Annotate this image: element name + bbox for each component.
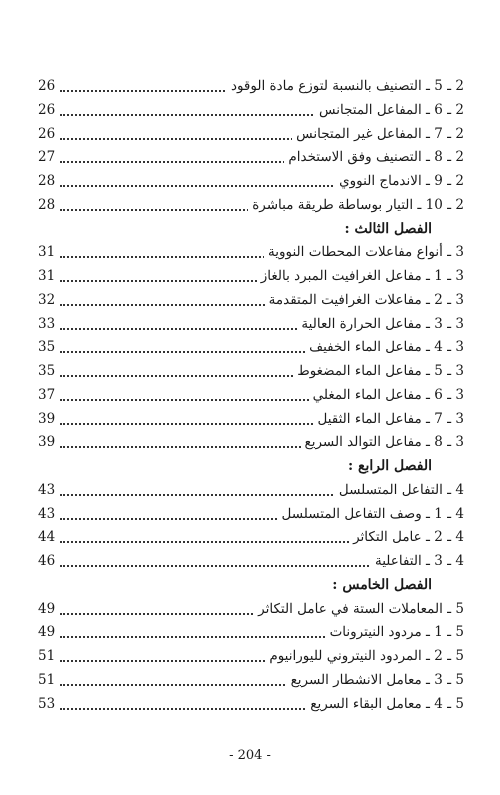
entry-page-number: 43 bbox=[38, 482, 58, 498]
toc-entry bbox=[38, 597, 464, 621]
entry-title: 3 ـ 5 ـ مفاعل الماء المضغوط bbox=[293, 363, 464, 379]
toc-entry bbox=[38, 430, 464, 454]
entry-page-number: 44 bbox=[38, 529, 58, 545]
toc-entry bbox=[38, 122, 464, 146]
toc-entry bbox=[38, 169, 464, 193]
entry-page-number: 26 bbox=[38, 102, 58, 118]
toc-entry bbox=[38, 549, 464, 573]
entry-title: 2 ـ 8 ـ التصنيف وفق الاستخدام bbox=[284, 149, 464, 165]
entry-page-number: 51 bbox=[38, 648, 58, 664]
toc-entry bbox=[38, 359, 464, 383]
toc-entry bbox=[38, 74, 464, 98]
toc-entry bbox=[38, 98, 464, 122]
entry-page-number: 49 bbox=[38, 624, 58, 640]
entry-page-number: 28 bbox=[38, 173, 58, 189]
entry-title: 4 ـ التفاعل المتسلسل bbox=[335, 482, 464, 498]
entry-page-number: 26 bbox=[38, 126, 58, 142]
chapter-title: الفصل الثالث : bbox=[340, 221, 432, 237]
entry-title: 2 ـ 7 ـ المفاعل غير المتجانس bbox=[292, 126, 464, 142]
page-number: - 204 - bbox=[229, 748, 271, 763]
entry-title: 3 ـ 7 ـ مفاعل الماء الثقيل bbox=[313, 411, 464, 427]
entry-page-number: 51 bbox=[38, 672, 58, 688]
entry-page-number: 35 bbox=[38, 363, 58, 379]
entry-page-number: 53 bbox=[38, 696, 58, 712]
chapter-heading bbox=[38, 454, 464, 478]
entry-title: 2 ـ 9 ـ الاندماج النووي bbox=[335, 173, 464, 189]
entry-page-number: 37 bbox=[38, 387, 58, 403]
toc-entry bbox=[38, 145, 464, 169]
entry-title: 5 ـ 1 ـ مردود النيترونات bbox=[326, 624, 464, 640]
entry-title: 4 ـ 2 ـ عامل التكاثر bbox=[349, 529, 464, 545]
entry-title: 5 ـ 2 ـ المردود النيتروني لليورانيوم bbox=[265, 648, 464, 664]
entry-page-number: 33 bbox=[38, 316, 58, 332]
entry-title: 2 ـ 10 ـ التيار بوساطة طريقة مباشرة bbox=[248, 197, 464, 213]
table-of-contents bbox=[38, 74, 464, 715]
entry-page-number: 28 bbox=[38, 197, 58, 213]
entry-title: 3 ـ 6 ـ مفاعل الماء المغلي bbox=[309, 387, 464, 403]
toc-entry bbox=[38, 407, 464, 431]
entry-title: 5 ـ المعاملات الستة في عامل التكاثر bbox=[254, 601, 464, 617]
toc-entry bbox=[38, 193, 464, 217]
entry-title: 3 ـ 1 ـ مفاعل الغرافيت المبرد بالغاز bbox=[257, 268, 464, 284]
toc-entry bbox=[38, 383, 464, 407]
toc-entry bbox=[38, 502, 464, 526]
entry-title: 4 ـ 3 ـ التفاعلية bbox=[371, 553, 464, 569]
toc-entry bbox=[38, 668, 464, 692]
toc-entry bbox=[38, 478, 464, 502]
entry-page-number: 31 bbox=[38, 268, 58, 284]
entry-page-number: 39 bbox=[38, 411, 58, 427]
entry-page-number: 39 bbox=[38, 434, 58, 450]
entry-title: 2 ـ 5 ـ التصنيف بالنسبة لتوزع مادة الوقود bbox=[227, 78, 464, 94]
entry-title: 4 ـ 1 ـ وصف التفاعل المتسلسل bbox=[278, 506, 465, 522]
toc-entry bbox=[38, 312, 464, 336]
entry-page-number: 46 bbox=[38, 553, 58, 569]
chapter-title: الفصل الرابع : bbox=[344, 458, 432, 474]
toc-entry bbox=[38, 288, 464, 312]
entry-title: 3 ـ 4 ـ مفاعل الماء الخفيف bbox=[305, 339, 464, 355]
chapter-title: الفصل الخامس : bbox=[328, 577, 432, 593]
entry-page-number: 32 bbox=[38, 292, 58, 308]
toc-entry bbox=[38, 692, 464, 716]
entry-page-number: 35 bbox=[38, 339, 58, 355]
toc-entry bbox=[38, 525, 464, 549]
chapter-heading bbox=[38, 573, 464, 597]
chapter-heading bbox=[38, 217, 464, 241]
entry-title: 3 ـ 8 ـ مفاعل التوالد السريع bbox=[301, 434, 464, 450]
toc-entry bbox=[38, 240, 464, 264]
entry-page-number: 43 bbox=[38, 506, 58, 522]
entry-page-number: 31 bbox=[38, 244, 58, 260]
entry-page-number: 27 bbox=[38, 149, 58, 165]
entry-title: 2 ـ 6 ـ المفاعل المتجانس bbox=[315, 102, 464, 118]
toc-entry bbox=[38, 620, 464, 644]
entry-title: 3 ـ أنواع مفاعلات المحطات النووية bbox=[264, 244, 464, 260]
entry-page-number: 49 bbox=[38, 601, 58, 617]
toc-entry bbox=[38, 644, 464, 668]
toc-entry bbox=[38, 264, 464, 288]
toc-entry bbox=[38, 335, 464, 359]
entry-page-number: 26 bbox=[38, 78, 58, 94]
entry-title: 5 ـ 3 ـ معامل الانشطار السريع bbox=[287, 672, 464, 688]
entry-title: 3 ـ 2 ـ مفاعلات الغرافيت المتقدمة bbox=[265, 292, 464, 308]
entry-title: 5 ـ 4 ـ معامل البقاء السريع bbox=[306, 696, 464, 712]
entry-title: 3 ـ 3 ـ مفاعل الحرارة العالية bbox=[297, 316, 464, 332]
